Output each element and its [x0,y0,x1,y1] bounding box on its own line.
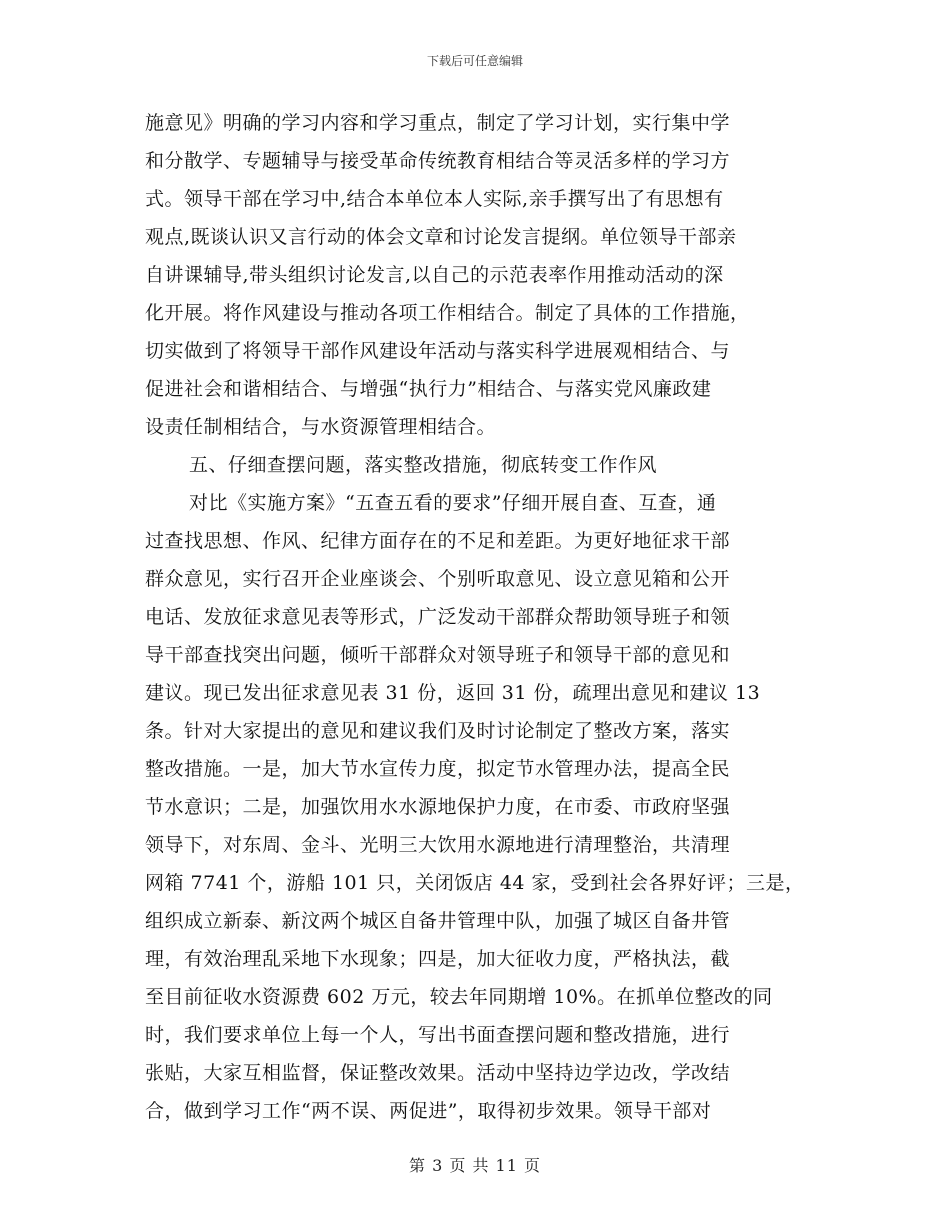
body-line: 和分散学、专题辅导与接受革命传统教育相结合等灵活多样的学习方 [145,150,731,172]
body-line: 设责任制相结合，与水资源管理相结合。 [145,416,497,438]
body-line: 自讲课辅导,带头组织讨论发言,以自己的示范表率作用推动活动的深 [145,264,724,286]
body-line: 节水意识；二是，加强饮用水水源地保护力度，在市委、市政府坚强 [145,796,731,818]
body-line: 合，做到学习工作“两不误、两促进”，取得初步效果。领导干部对 [145,1100,712,1122]
body-line: 施意见》明确的学习内容和学习重点，制定了学习计划，实行集中学 [145,112,731,134]
page-number-footer: 第 3 页 共 11 页 [409,1156,541,1175]
section-heading: 五、仔细查摆问题，落实整改措施，彻底转变工作作风 [189,454,658,476]
body-line: 张贴，大家互相监督，保证整改效果。活动中坚持边学边改，学改结 [145,1062,731,1084]
body-line: 切实做到了将领导干部作风建设年活动与落实科学进展观相结合、与 [145,340,731,362]
body-line: 式。领导干部在学习中,结合本单位本人实际,亲手撰写出了有思想有 [145,188,724,210]
body-line: 理，有效治理乱采地下水现象；四是，加大征收力度，严格执法，截 [145,948,731,970]
body-line: 化开展。将作风建设与推动各项工作相结合。制定了具体的工作措施， [145,302,750,324]
body-line: 组织成立新泰、新汶两个城区自备井管理中队，加强了城区自备井管 [145,910,731,932]
body-line: 至目前征收水资源费 602 万元，较去年同期增 10%。在抓单位整改的同 [145,986,773,1008]
body-line: 条。针对大家提出的意见和建议我们及时讨论制定了整改方案，落实 [145,720,731,742]
body-line: 群众意见，实行召开企业座谈会、个别听取意见、设立意见箱和公开 [145,568,731,590]
body-line: 电话、发放征求意见表等形式，广泛发动干部群众帮助领导班子和领 [145,606,731,628]
body-line: 建议。现已发出征求意见表 31 份，返回 31 份，疏理出意见和建议 13 [145,682,761,704]
document-body [145,104,835,1130]
body-line: 领导下，对东周、金斗、光明三大饮用水源地进行清理整治，共清理 [145,834,731,856]
body-line: 时，我们要求单位上每一个人，写出书面查摆问题和整改措施，进行 [145,1024,731,1046]
body-line: 观点,既谈认识又言行动的体会文章和讨论发言提纲。单位领导干部亲 [145,226,737,248]
body-line: 整改措施。一是，加大节水宣传力度，拟定节水管理办法，提高全民 [145,758,731,780]
body-line: 促进社会和谐相结合、与增强“执行力”相结合、与落实党风廉政建 [145,378,712,400]
body-line: 过查找思想、作风、纪律方面存在的不足和差距。为更好地征求干部 [145,530,731,552]
page-header-note: 下载后可任意编辑 [426,54,523,68]
paragraph-first-line: 对比《实施方案》“五查五看的要求”仔细开展自查、互查，通 [189,492,717,514]
body-line: 导干部查找突出问题，倾听干部群众对领导班子和领导干部的意见和 [145,644,731,666]
body-line: 网箱 7741 个，游船 101 只，关闭饭店 44 家，受到社会各界好评；三是， [145,872,805,894]
